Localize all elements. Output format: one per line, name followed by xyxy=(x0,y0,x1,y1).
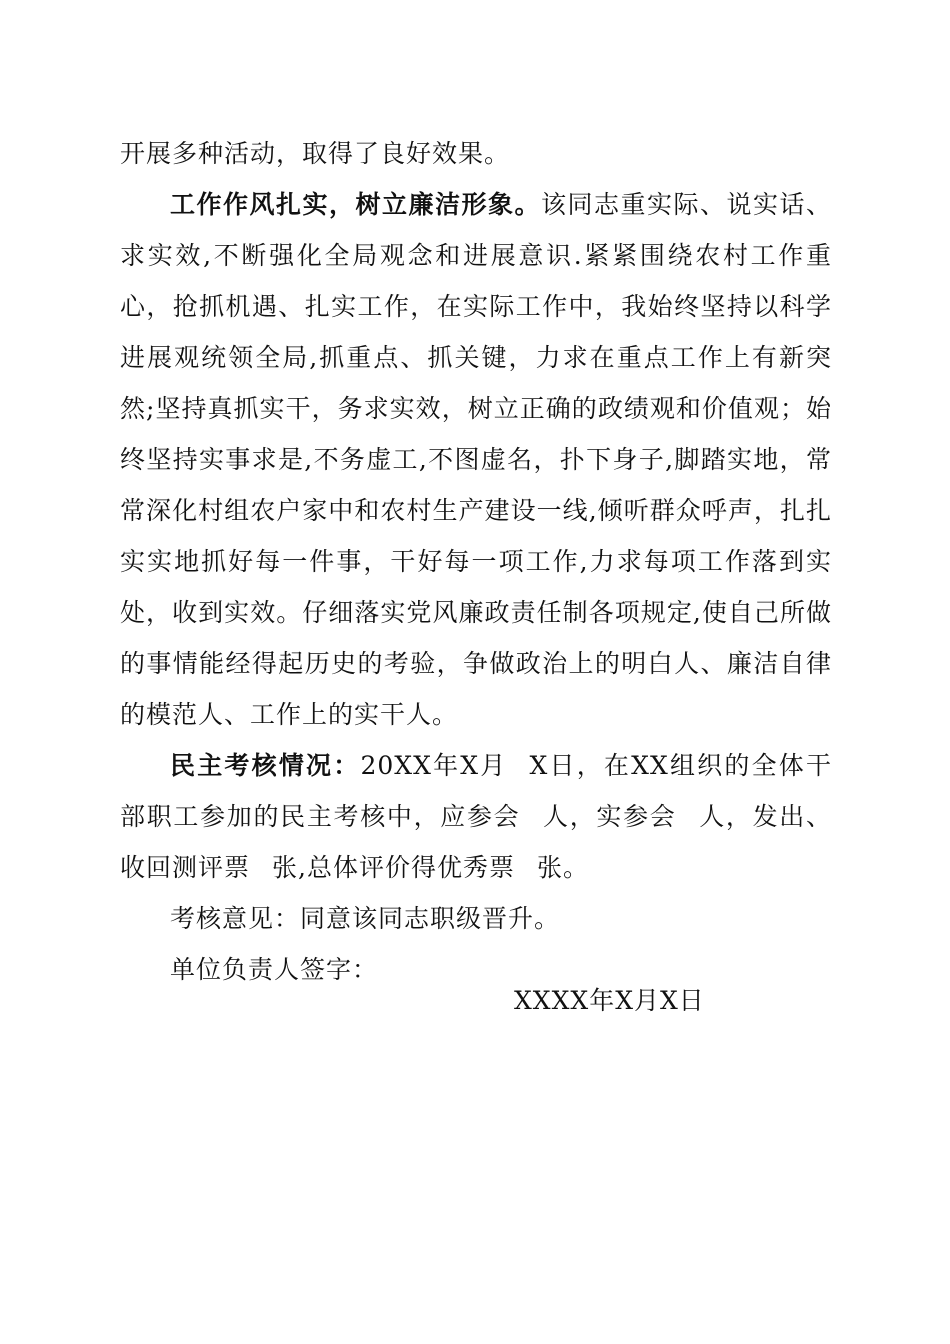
document-body xyxy=(120,128,832,995)
signature-date: XXXX年X月X日 xyxy=(514,986,705,1015)
signature-label: 单位负责人签字： xyxy=(170,955,379,984)
assessment-opinion-text: 考核意见：同意该同志职级晋升。 xyxy=(170,904,561,933)
assessment-date-year-month: 20XX年X月 xyxy=(360,751,508,780)
work-style-heading: 工作作风扎实，树立廉洁形象。 xyxy=(170,190,541,219)
paragraph-activities xyxy=(120,128,832,179)
assessment-text-c: 人，发出、收回测评票 xyxy=(120,802,832,882)
work-style-text: 该同志重实际、说实话、求实效,不断强化全局观念和进展意识.紧紧围绕农村工作重心，抢抓机遇、扎实工作，在实际工作中，我始终坚持以科学进展观统领全局,抓重点、抓关键，力求在重点工作上有新突然;坚持真抓实干，务求实效，树立正确的政绩观和价值观；始终坚持实事求是,不务虚工,不图虚名，扑下身子,脚踏实地，常常深化村组农户家中和农村生产建设一线,倾听群众呼声，扎扎实实地抓好每一件事，干好每一项工作,力求每项工作落到实处，收到实效。仔细落实党风廉政责任制各项规定,使自己所做的事情能经得起历史的考验，争做政治上的明白人、廉洁自律的模范人、工作上的实干人。 xyxy=(120,190,832,729)
assessment-text-d: 张,总体评价得优秀票 xyxy=(272,853,515,882)
paragraph-work-style xyxy=(120,179,832,740)
paragraph-signature xyxy=(120,944,832,995)
assessment-text-e: 张。 xyxy=(536,853,589,882)
assessment-text-a: X日，在XX组织的全体干部职工参加的民主考核中，应参会 xyxy=(120,751,832,831)
paragraph-activities-text: 开展多种活动，取得了良好效果。 xyxy=(120,139,511,168)
paragraph-assessment-opinion xyxy=(120,893,832,944)
democratic-assessment-heading: 民主考核情况： xyxy=(170,751,361,780)
assessment-text-b: 人，实参会 xyxy=(542,802,677,831)
paragraph-democratic-assessment xyxy=(120,740,832,893)
